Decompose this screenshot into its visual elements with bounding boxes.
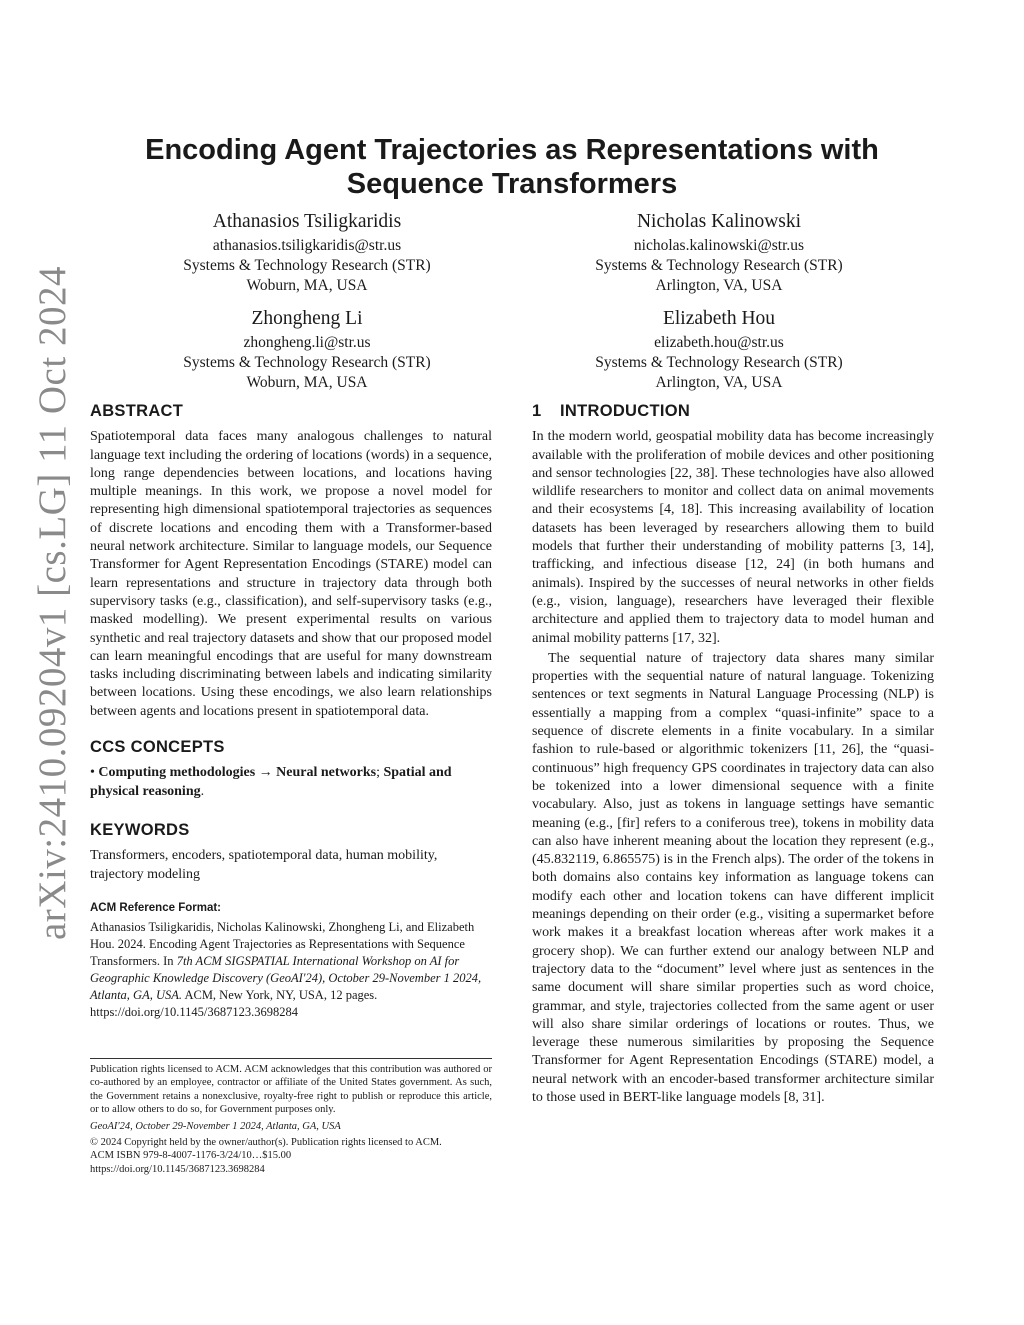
author-location: Arlington, VA, USA (655, 374, 783, 391)
author-location: Woburn, MA, USA (246, 374, 368, 391)
author-block-2 (509, 210, 929, 296)
section-number: 1 (532, 402, 542, 420)
author-affiliation: Systems & Technology Research (STR) (183, 257, 431, 274)
arxiv-stamp: arXiv:2410.09204v1 [cs.LG] 11 Oct 2024 (31, 266, 74, 940)
isbn-line: ACM ISBN 979-8-4007-1176-3/24/10…$15.00 (90, 1150, 292, 1162)
keywords-text: Transformers, encoders, spatiotemporal data, human mobility, trajectory modeling (90, 848, 438, 882)
author-email[interactable]: elizabeth.hou@str.us (654, 334, 784, 351)
author-name: Zhongheng Li (251, 308, 363, 329)
abstract-heading: ABSTRACT (90, 402, 184, 420)
ccs-separator: ; (376, 765, 380, 781)
right-column (532, 402, 934, 1107)
reference-text: Athanasios Tsiligkaridis, Nicholas Kalinowski, Zhongheng Li, and Elizabeth Hou. 2024. Encoding Agent Trajectories as Representations with Sequence Transformers. In (90, 920, 475, 969)
author-name: Athanasios Tsiligkaridis (212, 211, 402, 232)
intro-paragraph-1: In the modern world, geospatial mobility data has become increasingly available with the proliferation of mobile devices and other positioning and sensor technologies [22, 38]. These technologies have also allowed wildlife researchers to monitor and collect data on animal movements and their ecosystems [4, 18]. This increasing availability of location datasets has been leveraged by researchers allowing them to build models that further their understanding of mobility patterns [3, 14], trafficking, and infectious disease [12, 24] (in both humans and animals). Inspired by the successes of neural networks in other fields (e.g., vision, language), researchers have leveraged their flexible architecture and applied them to trajectory data to model human and animal mobility patterns [17, 32]. (532, 429, 934, 646)
author-name: Nicholas Kalinowski (636, 211, 802, 232)
reference-text: ACM, New York, NY, USA, 12 pages. https://doi.org/10.1145/3687123.3698284 (90, 988, 378, 1020)
section-heading (532, 402, 934, 420)
author-location: Arlington, VA, USA (655, 277, 783, 294)
ccs-concepts (90, 764, 492, 801)
footnote (90, 1058, 492, 1176)
author-affiliation: Systems & Technology Research (STR) (595, 354, 843, 371)
rights-statement: Publication rights licensed to ACM. ACM acknowledges that this contribution was authored or co-authored by an employee, contractor or affiliate of the United States government. As such, the Government retains a nonexclusive, royalty-free right to publish or reproduce this article, or to allow others to do so, for Government purposes only. (90, 1064, 492, 1116)
reference-format-text (90, 919, 492, 1021)
ccs-heading: CCS CONCEPTS (90, 738, 225, 757)
left-column (90, 402, 492, 1021)
author-email[interactable]: zhongheng.li@str.us (243, 334, 371, 351)
reference-format-heading: ACM Reference Format: (90, 901, 221, 914)
author-name: Elizabeth Hou (662, 308, 776, 329)
ccs-bullet: • (90, 765, 95, 781)
author-block-3 (97, 307, 517, 393)
ccs-item: Computing methodologies (98, 765, 256, 781)
author-email[interactable]: athanasios.tsiligkaridis@str.us (212, 237, 402, 254)
abstract-text: Spatiotemporal data faces many analogous challenges to natural language text including the ordering of locations (words) in a sequence, long range dependencies between locations, and locations having multiple meanings. In this work, we propose a novel model for representing high dimensional spatiotemporal trajectories as sequences of discrete locations and encoding them with a Transformer-based neural network architecture. Similar to language models, our Sequence Transformer for Agent Representation Encodings (STARE) model can learn representations and structure in trajectory data through both supervisory tasks (e.g., classification), and self-supervisory tasks (e.g., masked modelling). We present experimental results on various synthetic and real trajectory datasets and show that our proposed model can learn meaningful encodings that are useful for many downstream tasks including discriminating between labels and indicating similarity between locations. Using these encodings, we also learn relationships between agents and locations present in spatiotemporal data. (90, 429, 492, 719)
copyright-line: © 2024 Copyright held by the owner/author(s). Publication rights licensed to ACM. (90, 1137, 442, 1149)
doi-link[interactable]: https://doi.org/10.1145/3687123.3698284 (90, 1163, 265, 1175)
footnote-venue: GeoAI'24, October 29-November 1 2024, Atlanta, GA, USA (90, 1120, 341, 1132)
section-title: INTRODUCTION (560, 402, 691, 420)
ccs-item: Spatial and physical reasoning (90, 765, 452, 799)
reference-venue: 7th ACM SIGSPATIAL International Workshop on AI for Geographic Knowledge Discovery (GeoAI'24), October 29-November 1 2024, Atlanta, GA, USA. (90, 954, 482, 1003)
author-affiliation: Systems & Technology Research (STR) (595, 257, 843, 274)
intro-paragraph-2: The sequential nature of trajectory data shares many similar properties with the sequential nature of natural language. Tokenizing sentences or text segments in Natural Language Processing (NLP) is essentially a mapping from a complex “quasi-infinite” space to a sequence of discrete elements in a finite vocabulary. In a similar fashion to rule-based or algorithmic tokenizers [11, 26], the “quasi-continuous” high frequency GPS coordinates in trajectory data can also be tokenized into a lower dimensional sequence with a finite vocabulary. Also, just as tokens in language settings have semantic meaning (e.g., [fir] refers to a coniferous tree), tokens in mobility data can also have inherent meaning about the location they represent (e.g., (45.832119, 6.865575) is in the French alps). The order of the tokens in both domains also contains key information as language tokens can modify each other and location tokens can have different implicit meanings depending on their order (e.g., visiting a supermarket before work makes it a breakfast location whereas after work makes it a grocery shop). We can further extend our analogy between NLP and trajectory data to the “document” level where just as sentences in the same document will share similar properties such as word choice, grammar, and style, trajectories collected from the same agent or user will also share similar orderings of locations or routes. Thus, we leverage these numerous similarities by proposing the Sequence Transformer for Agent Representation Encodings (STARE) model, a neural network with an encoder-based transformer architecture similar to those used in BERT-like language models [8, 31]. (532, 650, 934, 1105)
author-email[interactable]: nicholas.kalinowski@str.us (633, 237, 805, 254)
author-block-1 (97, 210, 517, 296)
author-affiliation: Systems & Technology Research (STR) (183, 354, 431, 371)
ccs-item: Neural networks (276, 765, 377, 781)
keywords-heading: KEYWORDS (90, 820, 190, 839)
ccs-end: . (200, 783, 205, 799)
author-block-4 (509, 307, 929, 393)
paper-title: Encoding Agent Trajectories as Representations with Sequence Transformers (145, 134, 879, 200)
ccs-arrow: → (258, 765, 273, 781)
author-location: Woburn, MA, USA (246, 277, 368, 294)
